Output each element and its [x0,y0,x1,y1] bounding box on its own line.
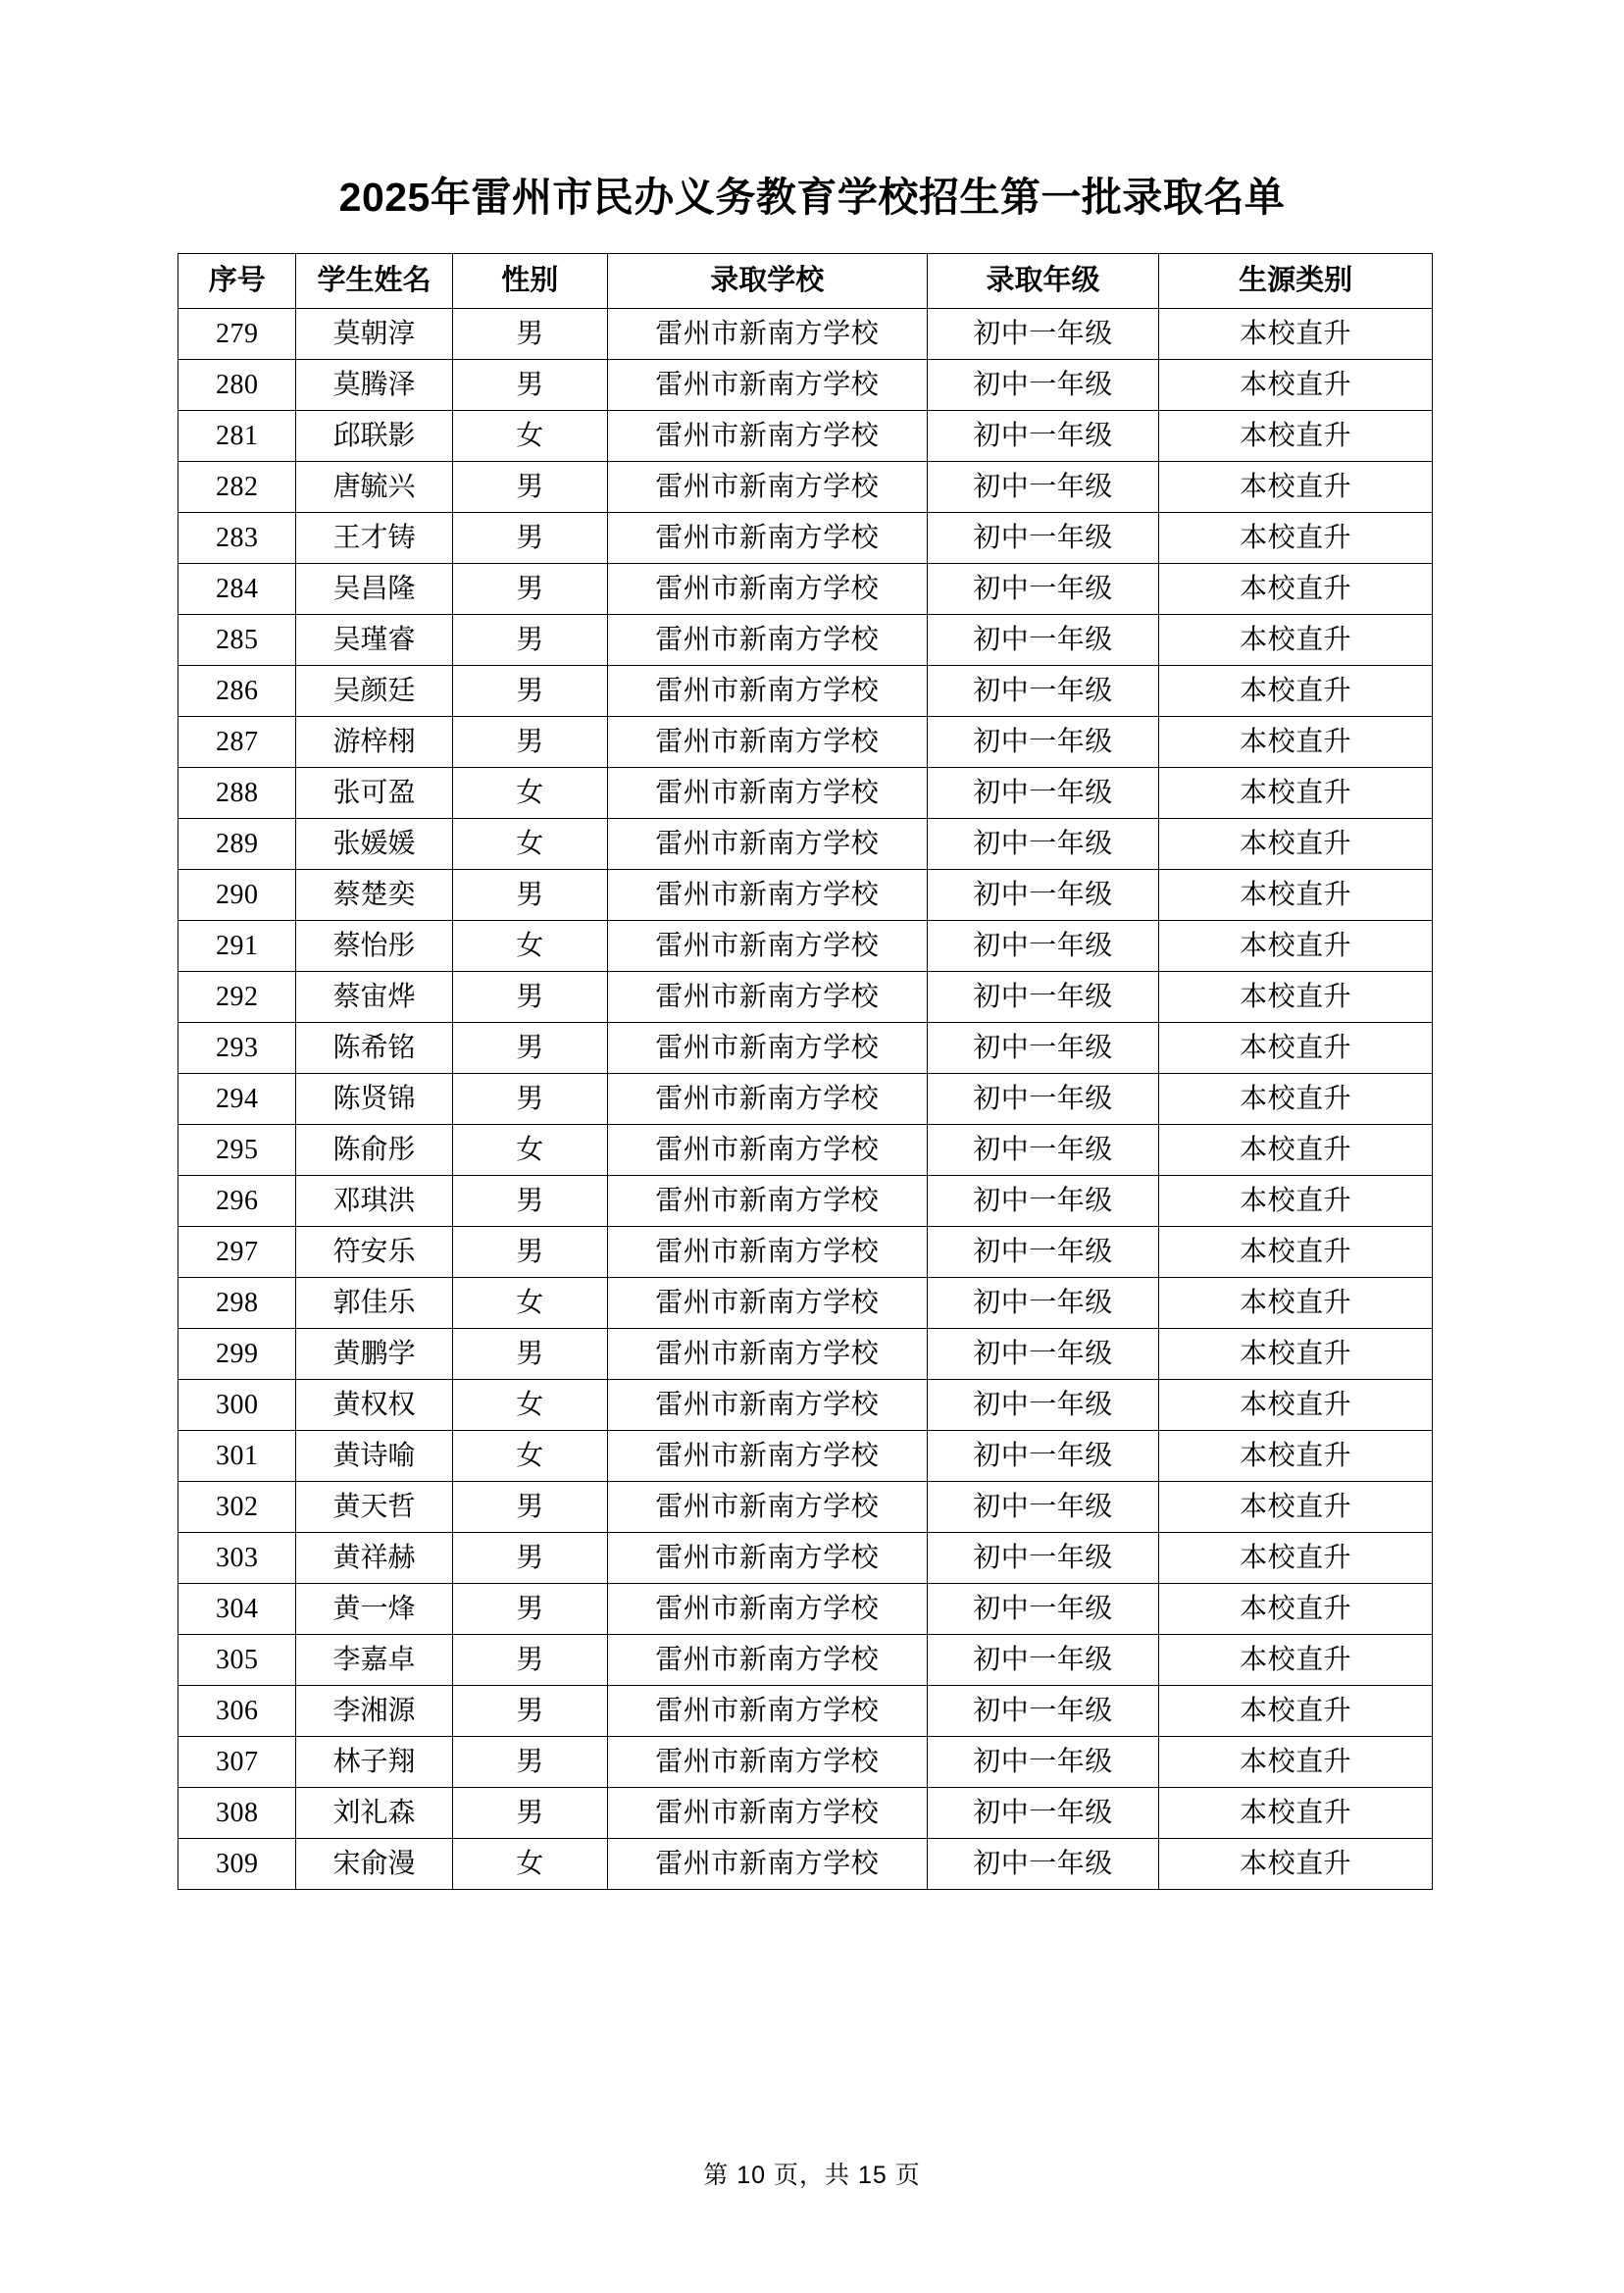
cell-grade: 初中一年级 [927,1329,1159,1380]
cell-school: 雷州市新南方学校 [607,1584,927,1635]
cell-gender: 男 [452,1737,607,1788]
cell-name: 郭佳乐 [296,1278,452,1329]
table-row [178,309,1433,360]
cell-source: 本校直升 [1159,513,1433,564]
cell-grade: 初中一年级 [927,1380,1159,1431]
cell-grade: 初中一年级 [927,462,1159,513]
cell-grade: 初中一年级 [927,1074,1159,1125]
cell-school: 雷州市新南方学校 [607,768,927,819]
cell-grade: 初中一年级 [927,615,1159,666]
cell-source: 本校直升 [1159,870,1433,921]
cell-index: 283 [178,513,296,564]
cell-source: 本校直升 [1159,1431,1433,1482]
cell-school: 雷州市新南方学校 [607,1635,927,1686]
cell-name: 邱联影 [296,411,452,462]
cell-gender: 男 [452,1584,607,1635]
cell-school: 雷州市新南方学校 [607,1686,927,1737]
cell-source: 本校直升 [1159,1023,1433,1074]
cell-source: 本校直升 [1159,1176,1433,1227]
cell-grade: 初中一年级 [927,411,1159,462]
cell-name: 林子翔 [296,1737,452,1788]
cell-source: 本校直升 [1159,1125,1433,1176]
table-row [178,360,1433,411]
table-row [178,1737,1433,1788]
cell-source: 本校直升 [1159,1584,1433,1635]
table-row [178,819,1433,870]
admission-roster-table [178,253,1433,1890]
cell-grade: 初中一年级 [927,1023,1159,1074]
table-row [178,768,1433,819]
cell-gender: 男 [452,972,607,1023]
cell-school: 雷州市新南方学校 [607,1737,927,1788]
table-row [178,1074,1433,1125]
cell-school: 雷州市新南方学校 [607,1023,927,1074]
cell-source: 本校直升 [1159,615,1433,666]
cell-name: 黄权权 [296,1380,452,1431]
cell-index: 296 [178,1176,296,1227]
table-row [178,1686,1433,1737]
cell-index: 281 [178,411,296,462]
cell-gender: 男 [452,1176,607,1227]
cell-gender: 男 [452,513,607,564]
cell-index: 290 [178,870,296,921]
cell-index: 294 [178,1074,296,1125]
cell-index: 299 [178,1329,296,1380]
cell-grade: 初中一年级 [927,1686,1159,1737]
cell-source: 本校直升 [1159,1635,1433,1686]
cell-grade: 初中一年级 [927,1584,1159,1635]
cell-gender: 男 [452,1227,607,1278]
cell-name: 黄祥赫 [296,1533,452,1584]
cell-name: 陈希铭 [296,1023,452,1074]
cell-school: 雷州市新南方学校 [607,1533,927,1584]
cell-source: 本校直升 [1159,564,1433,615]
cell-source: 本校直升 [1159,1074,1433,1125]
admission-roster-table-container [178,253,1433,1890]
cell-name: 游梓栩 [296,717,452,768]
table-row [178,717,1433,768]
table-body [178,309,1433,1890]
cell-name: 宋俞漫 [296,1839,452,1890]
cell-school: 雷州市新南方学校 [607,309,927,360]
cell-school: 雷州市新南方学校 [607,513,927,564]
cell-school: 雷州市新南方学校 [607,1380,927,1431]
cell-grade: 初中一年级 [927,1125,1159,1176]
column-header-index: 序号 [178,254,296,309]
cell-source: 本校直升 [1159,1737,1433,1788]
table-row [178,1329,1433,1380]
cell-gender: 男 [452,1533,607,1584]
table-row [178,1839,1433,1890]
cell-school: 雷州市新南方学校 [607,1074,927,1125]
cell-source: 本校直升 [1159,1686,1433,1737]
cell-name: 莫腾泽 [296,360,452,411]
cell-grade: 初中一年级 [927,768,1159,819]
cell-grade: 初中一年级 [927,1737,1159,1788]
cell-name: 陈贤锦 [296,1074,452,1125]
cell-index: 304 [178,1584,296,1635]
table-row [178,1788,1433,1839]
cell-index: 298 [178,1278,296,1329]
table-row [178,1023,1433,1074]
cell-name: 黄鹏学 [296,1329,452,1380]
column-header-gender: 性别 [452,254,607,309]
cell-gender: 男 [452,564,607,615]
cell-school: 雷州市新南方学校 [607,1125,927,1176]
cell-school: 雷州市新南方学校 [607,870,927,921]
table-row [178,1278,1433,1329]
page-footer: 第 10 页，共 15 页 [703,2162,921,2189]
cell-name: 黄一烽 [296,1584,452,1635]
cell-grade: 初中一年级 [927,870,1159,921]
cell-source: 本校直升 [1159,921,1433,972]
cell-source: 本校直升 [1159,717,1433,768]
cell-index: 295 [178,1125,296,1176]
cell-source: 本校直升 [1159,411,1433,462]
table-row [178,972,1433,1023]
cell-grade: 初中一年级 [927,513,1159,564]
cell-name: 张媛媛 [296,819,452,870]
cell-grade: 初中一年级 [927,1227,1159,1278]
cell-grade: 初中一年级 [927,1839,1159,1890]
cell-gender: 男 [452,1329,607,1380]
cell-index: 303 [178,1533,296,1584]
cell-school: 雷州市新南方学校 [607,1227,927,1278]
table-row [178,1635,1433,1686]
cell-source: 本校直升 [1159,666,1433,717]
cell-index: 284 [178,564,296,615]
cell-gender: 男 [452,462,607,513]
cell-gender: 女 [452,819,607,870]
table-row [178,666,1433,717]
cell-source: 本校直升 [1159,768,1433,819]
table-row [178,564,1433,615]
column-header-name: 学生姓名 [296,254,452,309]
cell-gender: 女 [452,921,607,972]
cell-index: 305 [178,1635,296,1686]
table-row [178,870,1433,921]
table-row [178,1533,1433,1584]
cell-grade: 初中一年级 [927,819,1159,870]
cell-school: 雷州市新南方学校 [607,1839,927,1890]
cell-grade: 初中一年级 [927,1431,1159,1482]
table-header-row [178,254,1433,309]
cell-name: 李湘源 [296,1686,452,1737]
cell-gender: 男 [452,1635,607,1686]
table-row [178,513,1433,564]
cell-grade: 初中一年级 [927,360,1159,411]
cell-name: 莫朝淳 [296,309,452,360]
cell-gender: 女 [452,411,607,462]
cell-gender: 女 [452,768,607,819]
table-row [178,462,1433,513]
cell-name: 黄诗喻 [296,1431,452,1482]
cell-index: 286 [178,666,296,717]
cell-index: 308 [178,1788,296,1839]
cell-source: 本校直升 [1159,1788,1433,1839]
cell-school: 雷州市新南方学校 [607,717,927,768]
cell-school: 雷州市新南方学校 [607,1431,927,1482]
table-row [178,1431,1433,1482]
cell-gender: 男 [452,1482,607,1533]
cell-source: 本校直升 [1159,309,1433,360]
cell-name: 张可盈 [296,768,452,819]
cell-gender: 男 [452,666,607,717]
cell-name: 陈俞彤 [296,1125,452,1176]
cell-name: 吴瑾睿 [296,615,452,666]
cell-name: 吴颜廷 [296,666,452,717]
cell-source: 本校直升 [1159,1533,1433,1584]
column-header-source: 生源类别 [1159,254,1433,309]
cell-index: 291 [178,921,296,972]
cell-name: 邓琪洪 [296,1176,452,1227]
cell-school: 雷州市新南方学校 [607,564,927,615]
cell-name: 唐毓兴 [296,462,452,513]
cell-school: 雷州市新南方学校 [607,972,927,1023]
cell-source: 本校直升 [1159,819,1433,870]
cell-name: 符安乐 [296,1227,452,1278]
cell-source: 本校直升 [1159,462,1433,513]
cell-gender: 女 [452,1278,607,1329]
table-row [178,1380,1433,1431]
cell-source: 本校直升 [1159,1380,1433,1431]
cell-name: 王才铸 [296,513,452,564]
cell-index: 293 [178,1023,296,1074]
page-title: 2025年雷州市民办义务教育学校招生第一批录取名单 [338,175,1286,221]
cell-gender: 女 [452,1125,607,1176]
cell-school: 雷州市新南方学校 [607,1329,927,1380]
cell-name: 蔡楚奕 [296,870,452,921]
cell-grade: 初中一年级 [927,1788,1159,1839]
cell-gender: 男 [452,1686,607,1737]
cell-name: 李嘉卓 [296,1635,452,1686]
cell-grade: 初中一年级 [927,309,1159,360]
cell-index: 301 [178,1431,296,1482]
cell-gender: 男 [452,1023,607,1074]
cell-source: 本校直升 [1159,1329,1433,1380]
cell-grade: 初中一年级 [927,921,1159,972]
cell-grade: 初中一年级 [927,666,1159,717]
cell-school: 雷州市新南方学校 [607,1278,927,1329]
cell-school: 雷州市新南方学校 [607,360,927,411]
cell-index: 297 [178,1227,296,1278]
cell-index: 282 [178,462,296,513]
cell-school: 雷州市新南方学校 [607,921,927,972]
cell-school: 雷州市新南方学校 [607,462,927,513]
cell-school: 雷州市新南方学校 [607,411,927,462]
cell-gender: 男 [452,1074,607,1125]
cell-grade: 初中一年级 [927,717,1159,768]
table-header [178,254,1433,309]
cell-grade: 初中一年级 [927,564,1159,615]
table-row [178,615,1433,666]
table-row [178,1125,1433,1176]
cell-source: 本校直升 [1159,1227,1433,1278]
table-row [178,1482,1433,1533]
cell-grade: 初中一年级 [927,972,1159,1023]
cell-index: 307 [178,1737,296,1788]
cell-school: 雷州市新南方学校 [607,1788,927,1839]
cell-grade: 初中一年级 [927,1482,1159,1533]
cell-index: 287 [178,717,296,768]
cell-source: 本校直升 [1159,972,1433,1023]
cell-gender: 男 [452,1788,607,1839]
cell-gender: 男 [452,717,607,768]
cell-gender: 男 [452,309,607,360]
cell-index: 289 [178,819,296,870]
cell-index: 285 [178,615,296,666]
cell-school: 雷州市新南方学校 [607,1482,927,1533]
cell-school: 雷州市新南方学校 [607,1176,927,1227]
cell-index: 280 [178,360,296,411]
column-header-school: 录取学校 [607,254,927,309]
table-row [178,1176,1433,1227]
table-row [178,1584,1433,1635]
cell-gender: 男 [452,615,607,666]
cell-name: 蔡宙烨 [296,972,452,1023]
cell-gender: 男 [452,360,607,411]
cell-index: 300 [178,1380,296,1431]
cell-grade: 初中一年级 [927,1176,1159,1227]
cell-source: 本校直升 [1159,1839,1433,1890]
cell-source: 本校直升 [1159,1482,1433,1533]
table-row [178,1227,1433,1278]
cell-grade: 初中一年级 [927,1278,1159,1329]
cell-school: 雷州市新南方学校 [607,819,927,870]
cell-school: 雷州市新南方学校 [607,666,927,717]
cell-index: 306 [178,1686,296,1737]
cell-gender: 女 [452,1839,607,1890]
cell-index: 279 [178,309,296,360]
cell-gender: 男 [452,870,607,921]
column-header-grade: 录取年级 [927,254,1159,309]
cell-index: 292 [178,972,296,1023]
cell-name: 蔡怡彤 [296,921,452,972]
cell-name: 刘礼森 [296,1788,452,1839]
cell-grade: 初中一年级 [927,1635,1159,1686]
cell-gender: 女 [452,1380,607,1431]
cell-source: 本校直升 [1159,1278,1433,1329]
cell-grade: 初中一年级 [927,1533,1159,1584]
table-row [178,921,1433,972]
cell-gender: 女 [452,1431,607,1482]
table-row [178,411,1433,462]
cell-name: 黄天哲 [296,1482,452,1533]
cell-source: 本校直升 [1159,360,1433,411]
cell-index: 309 [178,1839,296,1890]
cell-index: 302 [178,1482,296,1533]
cell-index: 288 [178,768,296,819]
cell-name: 吴昌隆 [296,564,452,615]
cell-school: 雷州市新南方学校 [607,615,927,666]
